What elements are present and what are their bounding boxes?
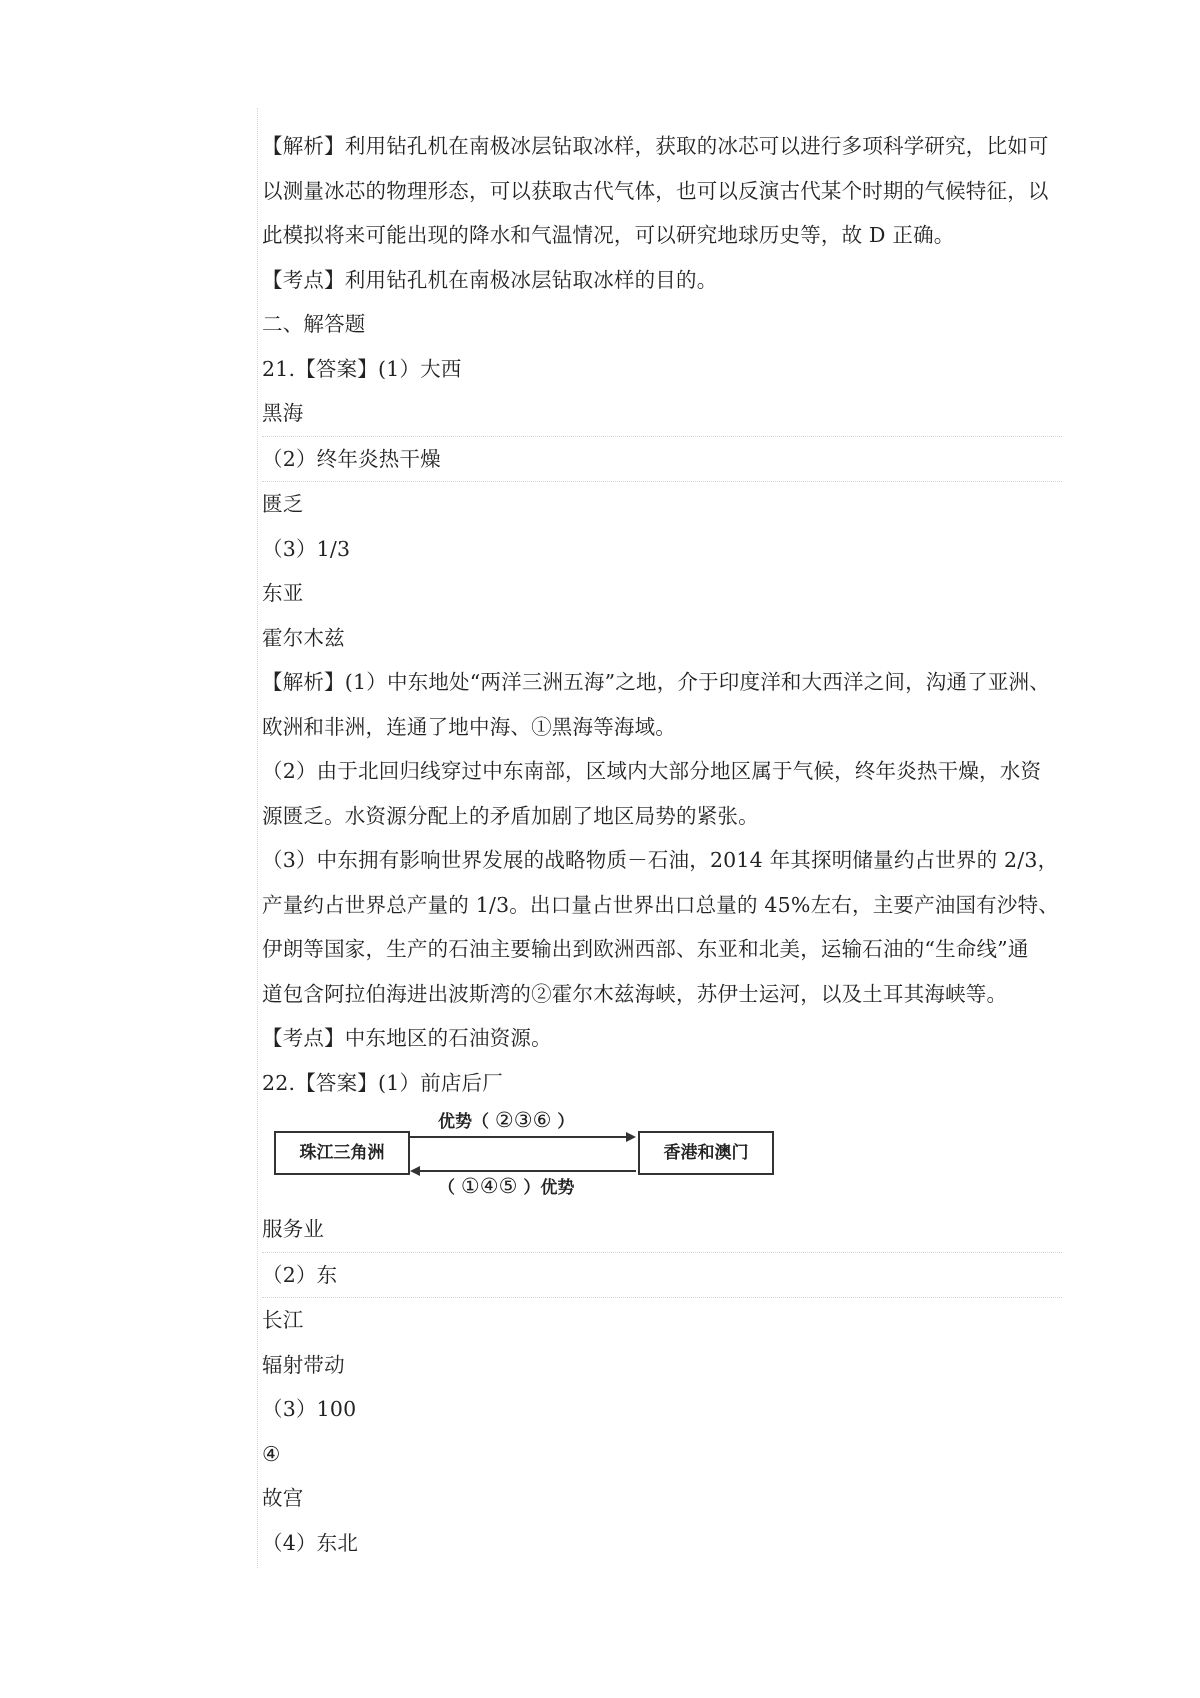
document-content bbox=[262, 124, 1062, 1565]
answer-line: ④ bbox=[262, 1441, 281, 1466]
text-line: 源匮乏。水资源分配上的矛盾加剧了地区局势的紧张。 bbox=[262, 803, 759, 828]
text-line: 以测量冰芯的物理形态，可以获取古代气体，也可以反演古代某个时期的气候特征，以 bbox=[262, 178, 1049, 203]
margin-guide bbox=[257, 108, 258, 1568]
bottom-label-answer: ①④⑤ bbox=[460, 1174, 518, 1198]
answer-line: 服务业 bbox=[262, 1207, 1062, 1253]
diagram-box-left: 珠江三角洲 bbox=[274, 1131, 410, 1175]
text-line: （2）由于北回归线穿过中东南部，区域内大部分地区属于气候，终年炎热干燥，水资 bbox=[262, 759, 1042, 783]
top-label-suffix: ） bbox=[557, 1112, 575, 1132]
diagram-box-right: 香港和澳门 bbox=[638, 1131, 774, 1175]
text-line: 欧洲和非洲，连通了地中海、①黑海等海域。 bbox=[262, 714, 676, 739]
answer-heading-22: 22.【答案】(1）前店后厂 bbox=[262, 1070, 503, 1095]
text-line: 产量约占世界总产量的 1/3。出口量占世界出口总量的 45%左右，主要产油国有沙特、 bbox=[262, 892, 1059, 917]
text-line: 道包含阿拉伯海进出波斯湾的②霍尔木兹海峡，苏伊士运河，以及土耳其海峡等。 bbox=[262, 981, 1008, 1006]
text-line: 【解析】利用钻孔机在南极冰层钻取冰样，获取的冰芯可以进行多项科学研究，比如可 bbox=[262, 134, 1049, 158]
top-label-answer: ②③⑥ bbox=[494, 1108, 552, 1132]
answer-line: （4）东北 bbox=[262, 1530, 359, 1555]
text-line: （3）中东拥有影响世界发展的战略物质－石油，2014 年其探明储量约占世界的 2/3， bbox=[262, 848, 1059, 872]
answer-line: 故宫 bbox=[262, 1486, 304, 1510]
answer-line: （2）终年炎热干燥 bbox=[262, 437, 1062, 483]
relationship-diagram bbox=[262, 1107, 782, 1199]
bottom-label-prefix: （ bbox=[438, 1178, 455, 1198]
text-line: 伊朗等国家，生产的石油主要输出到欧洲西部、东亚和北美，运输石油的“生命线”通 bbox=[262, 937, 1029, 961]
arrow-head-left bbox=[410, 1166, 420, 1176]
bottom-label-suffix: ）优势 bbox=[523, 1178, 575, 1198]
text-line: 【考点】利用钻孔机在南极冰层钻取冰样的目的。 bbox=[262, 267, 718, 292]
top-arrow-label bbox=[438, 1107, 574, 1132]
answer-line: （3）100 bbox=[262, 1397, 357, 1421]
answer-line: 黑海 bbox=[262, 391, 1062, 437]
text-line: 此模拟将来可能出现的降水和气温情况，可以研究地球历史等，故 D 正确。 bbox=[262, 223, 955, 247]
bottom-arrow-label bbox=[438, 1173, 574, 1198]
answer-line: （2）东 bbox=[262, 1253, 1062, 1299]
section-heading: 二、解答题 bbox=[262, 312, 366, 336]
arrow-head-right bbox=[626, 1132, 636, 1142]
text-line: 【解析】(1）中东地处“两洋三洲五海”之地，介于印度洋和大西洋之间，沟通了亚洲、 bbox=[262, 670, 1050, 694]
top-label-prefix: 优势（ bbox=[438, 1112, 489, 1132]
answer-line: （3）1/3 bbox=[262, 536, 351, 561]
answer-line: 东亚 bbox=[262, 581, 304, 605]
answer-line: 辐射带动 bbox=[262, 1352, 345, 1377]
answer-line: 匮乏 bbox=[262, 492, 304, 516]
answer-line: 长江 bbox=[262, 1308, 304, 1332]
answer-heading-21: 21.【答案】(1）大西 bbox=[262, 356, 462, 381]
text-line: 【考点】中东地区的石油资源。 bbox=[262, 1026, 552, 1050]
answer-line: 霍尔木兹 bbox=[262, 625, 345, 650]
